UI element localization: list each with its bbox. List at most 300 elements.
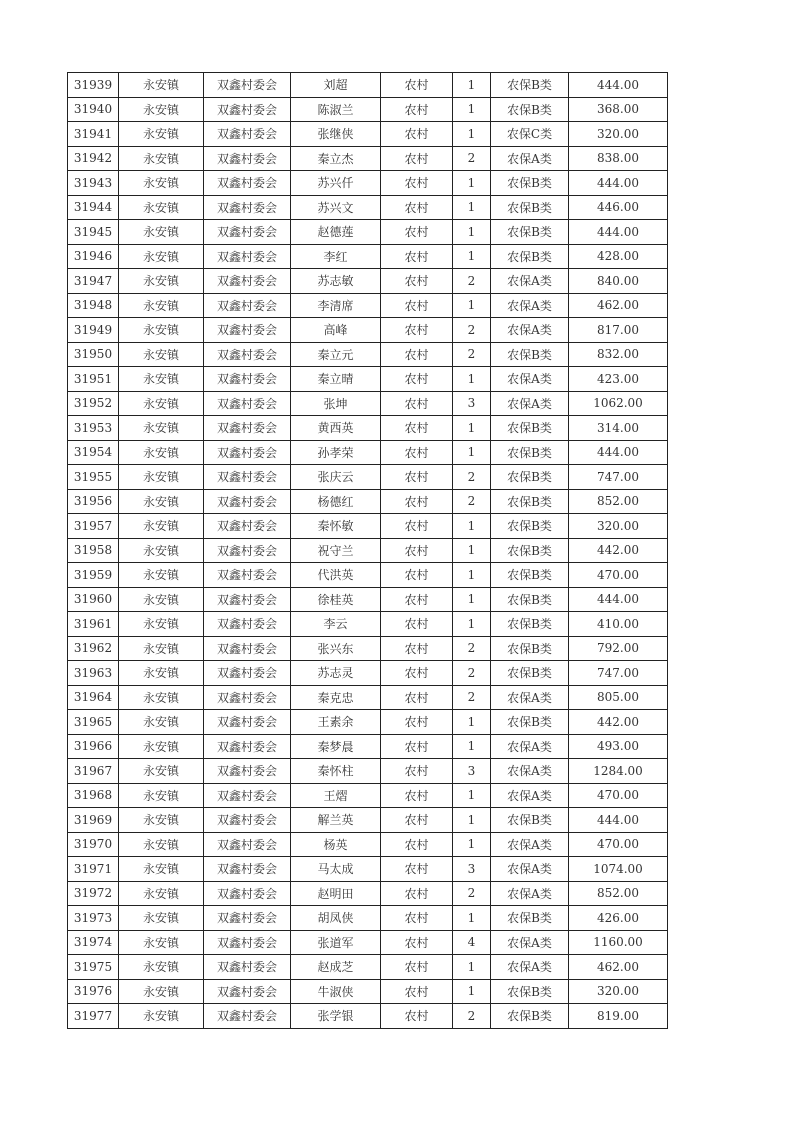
- cell-row-id: 31949: [68, 318, 119, 343]
- cell-insurance-category: 农保B类: [491, 514, 569, 539]
- cell-village-committee: 双鑫村委会: [204, 881, 291, 906]
- cell-amount: 792.00: [569, 636, 668, 661]
- cell-insurance-category: 农保B类: [491, 563, 569, 588]
- cell-member-count: 1: [453, 734, 491, 759]
- cell-town: 永安镇: [119, 612, 204, 637]
- cell-row-id: 31952: [68, 391, 119, 416]
- cell-village-committee: 双鑫村委会: [204, 342, 291, 367]
- cell-village-committee: 双鑫村委会: [204, 563, 291, 588]
- cell-person-name: 高峰: [291, 318, 381, 343]
- cell-insurance-category: 农保B类: [491, 612, 569, 637]
- cell-village-committee: 双鑫村委会: [204, 832, 291, 857]
- cell-village-committee: 双鑫村委会: [204, 465, 291, 490]
- cell-person-name: 王素余: [291, 710, 381, 735]
- cell-household-type: 农村: [381, 808, 453, 833]
- cell-member-count: 1: [453, 171, 491, 196]
- cell-insurance-category: 农保B类: [491, 489, 569, 514]
- cell-village-committee: 双鑫村委会: [204, 122, 291, 147]
- cell-amount: 747.00: [569, 661, 668, 686]
- cell-amount: 470.00: [569, 783, 668, 808]
- cell-row-id: 31975: [68, 955, 119, 980]
- cell-amount: 444.00: [569, 73, 668, 98]
- cell-town: 永安镇: [119, 269, 204, 294]
- cell-amount: 444.00: [569, 587, 668, 612]
- cell-insurance-category: 农保B类: [491, 244, 569, 269]
- cell-member-count: 1: [453, 808, 491, 833]
- cell-member-count: 1: [453, 195, 491, 220]
- cell-amount: 444.00: [569, 171, 668, 196]
- cell-household-type: 农村: [381, 759, 453, 784]
- table-row: [68, 857, 668, 882]
- cell-town: 永安镇: [119, 514, 204, 539]
- table-row: [68, 391, 668, 416]
- table-row: [68, 710, 668, 735]
- cell-member-count: 1: [453, 416, 491, 441]
- cell-insurance-category: 农保B类: [491, 636, 569, 661]
- cell-insurance-category: 农保B类: [491, 73, 569, 98]
- cell-person-name: 张庆云: [291, 465, 381, 490]
- cell-village-committee: 双鑫村委会: [204, 587, 291, 612]
- cell-town: 永安镇: [119, 587, 204, 612]
- cell-amount: 368.00: [569, 97, 668, 122]
- cell-amount: 444.00: [569, 220, 668, 245]
- cell-amount: 817.00: [569, 318, 668, 343]
- cell-household-type: 农村: [381, 783, 453, 808]
- cell-town: 永安镇: [119, 832, 204, 857]
- cell-village-committee: 双鑫村委会: [204, 146, 291, 171]
- cell-town: 永安镇: [119, 122, 204, 147]
- cell-amount: 470.00: [569, 832, 668, 857]
- cell-insurance-category: 农保B类: [491, 710, 569, 735]
- cell-row-id: 31969: [68, 808, 119, 833]
- cell-town: 永安镇: [119, 563, 204, 588]
- cell-household-type: 农村: [381, 734, 453, 759]
- cell-town: 永安镇: [119, 416, 204, 441]
- cell-member-count: 2: [453, 465, 491, 490]
- cell-member-count: 1: [453, 73, 491, 98]
- table-row: [68, 685, 668, 710]
- cell-insurance-category: 农保B类: [491, 195, 569, 220]
- cell-person-name: 秦克忠: [291, 685, 381, 710]
- cell-town: 永安镇: [119, 808, 204, 833]
- cell-person-name: 秦怀柱: [291, 759, 381, 784]
- cell-household-type: 农村: [381, 122, 453, 147]
- cell-town: 永安镇: [119, 195, 204, 220]
- cell-insurance-category: 农保A类: [491, 685, 569, 710]
- cell-amount: 442.00: [569, 710, 668, 735]
- table-row: [68, 171, 668, 196]
- cell-member-count: 1: [453, 97, 491, 122]
- cell-insurance-category: 农保B类: [491, 587, 569, 612]
- cell-village-committee: 双鑫村委会: [204, 514, 291, 539]
- cell-amount: 838.00: [569, 146, 668, 171]
- cell-member-count: 2: [453, 342, 491, 367]
- cell-row-id: 31951: [68, 367, 119, 392]
- cell-household-type: 农村: [381, 293, 453, 318]
- cell-village-committee: 双鑫村委会: [204, 195, 291, 220]
- cell-person-name: 李清席: [291, 293, 381, 318]
- cell-household-type: 农村: [381, 171, 453, 196]
- table-body: [68, 73, 668, 1029]
- cell-household-type: 农村: [381, 97, 453, 122]
- cell-town: 永安镇: [119, 857, 204, 882]
- cell-insurance-category: 农保A类: [491, 734, 569, 759]
- cell-village-committee: 双鑫村委会: [204, 220, 291, 245]
- cell-row-id: 31953: [68, 416, 119, 441]
- cell-insurance-category: 农保A类: [491, 146, 569, 171]
- cell-household-type: 农村: [381, 563, 453, 588]
- cell-amount: 852.00: [569, 489, 668, 514]
- cell-amount: 840.00: [569, 269, 668, 294]
- cell-member-count: 2: [453, 318, 491, 343]
- cell-member-count: 1: [453, 220, 491, 245]
- cell-town: 永安镇: [119, 661, 204, 686]
- table-row: [68, 367, 668, 392]
- cell-village-committee: 双鑫村委会: [204, 97, 291, 122]
- subsidy-table: [67, 72, 668, 1029]
- cell-household-type: 农村: [381, 979, 453, 1004]
- cell-household-type: 农村: [381, 244, 453, 269]
- cell-household-type: 农村: [381, 367, 453, 392]
- table-row: [68, 440, 668, 465]
- cell-row-id: 31956: [68, 489, 119, 514]
- table-row: [68, 979, 668, 1004]
- cell-person-name: 张道军: [291, 930, 381, 955]
- cell-person-name: 陈淑兰: [291, 97, 381, 122]
- cell-amount: 320.00: [569, 979, 668, 1004]
- cell-household-type: 农村: [381, 342, 453, 367]
- cell-household-type: 农村: [381, 636, 453, 661]
- cell-person-name: 苏志敏: [291, 269, 381, 294]
- cell-insurance-category: 农保A类: [491, 318, 569, 343]
- cell-amount: 1062.00: [569, 391, 668, 416]
- cell-amount: 442.00: [569, 538, 668, 563]
- cell-town: 永安镇: [119, 930, 204, 955]
- cell-person-name: 赵德莲: [291, 220, 381, 245]
- cell-member-count: 3: [453, 759, 491, 784]
- cell-insurance-category: 农保A类: [491, 857, 569, 882]
- cell-insurance-category: 农保A类: [491, 391, 569, 416]
- cell-household-type: 农村: [381, 930, 453, 955]
- cell-insurance-category: 农保A类: [491, 881, 569, 906]
- cell-member-count: 1: [453, 587, 491, 612]
- table-row: [68, 808, 668, 833]
- cell-person-name: 秦怀敏: [291, 514, 381, 539]
- cell-row-id: 31965: [68, 710, 119, 735]
- cell-person-name: 李红: [291, 244, 381, 269]
- cell-member-count: 1: [453, 122, 491, 147]
- cell-row-id: 31948: [68, 293, 119, 318]
- cell-row-id: 31964: [68, 685, 119, 710]
- cell-row-id: 31940: [68, 97, 119, 122]
- cell-insurance-category: 农保B类: [491, 538, 569, 563]
- cell-row-id: 31939: [68, 73, 119, 98]
- cell-row-id: 31942: [68, 146, 119, 171]
- cell-town: 永安镇: [119, 244, 204, 269]
- cell-person-name: 杨德红: [291, 489, 381, 514]
- cell-insurance-category: 农保A类: [491, 832, 569, 857]
- table-row: [68, 97, 668, 122]
- cell-row-id: 31959: [68, 563, 119, 588]
- cell-insurance-category: 农保B类: [491, 661, 569, 686]
- cell-row-id: 31960: [68, 587, 119, 612]
- table-row: [68, 587, 668, 612]
- cell-household-type: 农村: [381, 269, 453, 294]
- table-row: [68, 906, 668, 931]
- cell-insurance-category: 农保A类: [491, 930, 569, 955]
- cell-insurance-category: 农保B类: [491, 97, 569, 122]
- table-row: [68, 318, 668, 343]
- cell-amount: 462.00: [569, 955, 668, 980]
- cell-household-type: 农村: [381, 587, 453, 612]
- cell-insurance-category: 农保B类: [491, 440, 569, 465]
- cell-amount: 1160.00: [569, 930, 668, 955]
- cell-village-committee: 双鑫村委会: [204, 612, 291, 637]
- cell-row-id: 31947: [68, 269, 119, 294]
- table-row: [68, 489, 668, 514]
- cell-member-count: 3: [453, 391, 491, 416]
- cell-row-id: 31958: [68, 538, 119, 563]
- table-row: [68, 1004, 668, 1029]
- cell-amount: 470.00: [569, 563, 668, 588]
- table-row: [68, 465, 668, 490]
- cell-town: 永安镇: [119, 73, 204, 98]
- cell-amount: 805.00: [569, 685, 668, 710]
- cell-insurance-category: 农保B类: [491, 906, 569, 931]
- cell-person-name: 秦立晴: [291, 367, 381, 392]
- table-row: [68, 612, 668, 637]
- cell-row-id: 31968: [68, 783, 119, 808]
- table-row: [68, 955, 668, 980]
- cell-town: 永安镇: [119, 783, 204, 808]
- cell-row-id: 31977: [68, 1004, 119, 1029]
- cell-town: 永安镇: [119, 636, 204, 661]
- table-row: [68, 293, 668, 318]
- table-row: [68, 195, 668, 220]
- cell-row-id: 31972: [68, 881, 119, 906]
- cell-village-committee: 双鑫村委会: [204, 318, 291, 343]
- cell-town: 永安镇: [119, 979, 204, 1004]
- cell-insurance-category: 农保B类: [491, 1004, 569, 1029]
- cell-village-committee: 双鑫村委会: [204, 636, 291, 661]
- cell-person-name: 祝守兰: [291, 538, 381, 563]
- cell-member-count: 1: [453, 832, 491, 857]
- cell-person-name: 赵明田: [291, 881, 381, 906]
- cell-town: 永安镇: [119, 440, 204, 465]
- cell-member-count: 1: [453, 367, 491, 392]
- cell-member-count: 2: [453, 489, 491, 514]
- cell-household-type: 农村: [381, 489, 453, 514]
- cell-person-name: 胡凤侠: [291, 906, 381, 931]
- cell-row-id: 31944: [68, 195, 119, 220]
- cell-household-type: 农村: [381, 416, 453, 441]
- cell-member-count: 1: [453, 440, 491, 465]
- cell-insurance-category: 农保B类: [491, 465, 569, 490]
- cell-person-name: 赵成芝: [291, 955, 381, 980]
- cell-amount: 444.00: [569, 440, 668, 465]
- cell-village-committee: 双鑫村委会: [204, 783, 291, 808]
- cell-town: 永安镇: [119, 685, 204, 710]
- cell-person-name: 秦立杰: [291, 146, 381, 171]
- table-row: [68, 269, 668, 294]
- cell-household-type: 农村: [381, 514, 453, 539]
- cell-village-committee: 双鑫村委会: [204, 293, 291, 318]
- cell-member-count: 1: [453, 979, 491, 1004]
- cell-insurance-category: 农保A类: [491, 955, 569, 980]
- table-row: [68, 734, 668, 759]
- cell-row-id: 31970: [68, 832, 119, 857]
- cell-row-id: 31962: [68, 636, 119, 661]
- cell-household-type: 农村: [381, 832, 453, 857]
- cell-household-type: 农村: [381, 710, 453, 735]
- cell-household-type: 农村: [381, 661, 453, 686]
- cell-member-count: 1: [453, 244, 491, 269]
- cell-insurance-category: 农保A类: [491, 367, 569, 392]
- cell-village-committee: 双鑫村委会: [204, 759, 291, 784]
- cell-town: 永安镇: [119, 955, 204, 980]
- cell-household-type: 农村: [381, 440, 453, 465]
- cell-household-type: 农村: [381, 73, 453, 98]
- cell-village-committee: 双鑫村委会: [204, 808, 291, 833]
- cell-town: 永安镇: [119, 220, 204, 245]
- cell-person-name: 秦梦晨: [291, 734, 381, 759]
- cell-town: 永安镇: [119, 881, 204, 906]
- cell-town: 永安镇: [119, 146, 204, 171]
- cell-village-committee: 双鑫村委会: [204, 930, 291, 955]
- table-row: [68, 220, 668, 245]
- cell-household-type: 农村: [381, 465, 453, 490]
- cell-member-count: 4: [453, 930, 491, 955]
- cell-household-type: 农村: [381, 612, 453, 637]
- cell-insurance-category: 农保A类: [491, 759, 569, 784]
- cell-member-count: 1: [453, 955, 491, 980]
- cell-household-type: 农村: [381, 857, 453, 882]
- cell-member-count: 2: [453, 146, 491, 171]
- table-row: [68, 636, 668, 661]
- table-row: [68, 563, 668, 588]
- cell-member-count: 2: [453, 636, 491, 661]
- cell-person-name: 马太成: [291, 857, 381, 882]
- cell-amount: 320.00: [569, 122, 668, 147]
- cell-village-committee: 双鑫村委会: [204, 955, 291, 980]
- cell-household-type: 农村: [381, 146, 453, 171]
- cell-row-id: 31966: [68, 734, 119, 759]
- cell-row-id: 31943: [68, 171, 119, 196]
- cell-amount: 320.00: [569, 514, 668, 539]
- table-row: [68, 783, 668, 808]
- table-row: [68, 661, 668, 686]
- cell-person-name: 张学银: [291, 1004, 381, 1029]
- cell-row-id: 31963: [68, 661, 119, 686]
- cell-village-committee: 双鑫村委会: [204, 538, 291, 563]
- cell-amount: 462.00: [569, 293, 668, 318]
- table-row: [68, 342, 668, 367]
- cell-insurance-category: 农保A类: [491, 783, 569, 808]
- cell-person-name: 徐桂英: [291, 587, 381, 612]
- cell-household-type: 农村: [381, 195, 453, 220]
- cell-insurance-category: 农保B类: [491, 808, 569, 833]
- cell-person-name: 秦立元: [291, 342, 381, 367]
- cell-member-count: 3: [453, 857, 491, 882]
- cell-row-id: 31967: [68, 759, 119, 784]
- cell-village-committee: 双鑫村委会: [204, 857, 291, 882]
- cell-town: 永安镇: [119, 734, 204, 759]
- cell-person-name: 代洪英: [291, 563, 381, 588]
- cell-person-name: 苏兴仟: [291, 171, 381, 196]
- cell-amount: 1074.00: [569, 857, 668, 882]
- cell-insurance-category: 农保B类: [491, 416, 569, 441]
- cell-row-id: 31955: [68, 465, 119, 490]
- cell-row-id: 31976: [68, 979, 119, 1004]
- cell-person-name: 张继侠: [291, 122, 381, 147]
- cell-member-count: 1: [453, 710, 491, 735]
- cell-town: 永安镇: [119, 293, 204, 318]
- cell-member-count: 1: [453, 538, 491, 563]
- table-row: [68, 759, 668, 784]
- cell-town: 永安镇: [119, 318, 204, 343]
- cell-town: 永安镇: [119, 97, 204, 122]
- table-row: [68, 73, 668, 98]
- cell-amount: 747.00: [569, 465, 668, 490]
- cell-household-type: 农村: [381, 391, 453, 416]
- cell-village-committee: 双鑫村委会: [204, 906, 291, 931]
- cell-town: 永安镇: [119, 538, 204, 563]
- cell-person-name: 王熠: [291, 783, 381, 808]
- cell-member-count: 2: [453, 269, 491, 294]
- cell-household-type: 农村: [381, 955, 453, 980]
- cell-village-committee: 双鑫村委会: [204, 269, 291, 294]
- cell-amount: 493.00: [569, 734, 668, 759]
- cell-insurance-category: 农保C类: [491, 122, 569, 147]
- cell-member-count: 1: [453, 906, 491, 931]
- cell-member-count: 1: [453, 783, 491, 808]
- cell-row-id: 31946: [68, 244, 119, 269]
- cell-village-committee: 双鑫村委会: [204, 1004, 291, 1029]
- cell-person-name: 张兴东: [291, 636, 381, 661]
- cell-member-count: 1: [453, 563, 491, 588]
- cell-amount: 819.00: [569, 1004, 668, 1029]
- cell-insurance-category: 农保A类: [491, 293, 569, 318]
- cell-person-name: 苏兴文: [291, 195, 381, 220]
- cell-insurance-category: 农保B类: [491, 220, 569, 245]
- cell-village-committee: 双鑫村委会: [204, 685, 291, 710]
- table-row: [68, 538, 668, 563]
- cell-household-type: 农村: [381, 906, 453, 931]
- table-row: [68, 514, 668, 539]
- cell-town: 永安镇: [119, 1004, 204, 1029]
- cell-row-id: 31945: [68, 220, 119, 245]
- cell-member-count: 2: [453, 1004, 491, 1029]
- table-row: [68, 122, 668, 147]
- cell-row-id: 31974: [68, 930, 119, 955]
- cell-amount: 852.00: [569, 881, 668, 906]
- cell-village-committee: 双鑫村委会: [204, 979, 291, 1004]
- cell-village-committee: 双鑫村委会: [204, 73, 291, 98]
- cell-amount: 832.00: [569, 342, 668, 367]
- cell-town: 永安镇: [119, 171, 204, 196]
- cell-amount: 410.00: [569, 612, 668, 637]
- cell-row-id: 31957: [68, 514, 119, 539]
- cell-town: 永安镇: [119, 367, 204, 392]
- cell-member-count: 2: [453, 685, 491, 710]
- cell-row-id: 31971: [68, 857, 119, 882]
- cell-person-name: 孙孝荣: [291, 440, 381, 465]
- cell-town: 永安镇: [119, 759, 204, 784]
- cell-person-name: 黄西英: [291, 416, 381, 441]
- cell-town: 永安镇: [119, 465, 204, 490]
- cell-town: 永安镇: [119, 489, 204, 514]
- cell-amount: 1284.00: [569, 759, 668, 784]
